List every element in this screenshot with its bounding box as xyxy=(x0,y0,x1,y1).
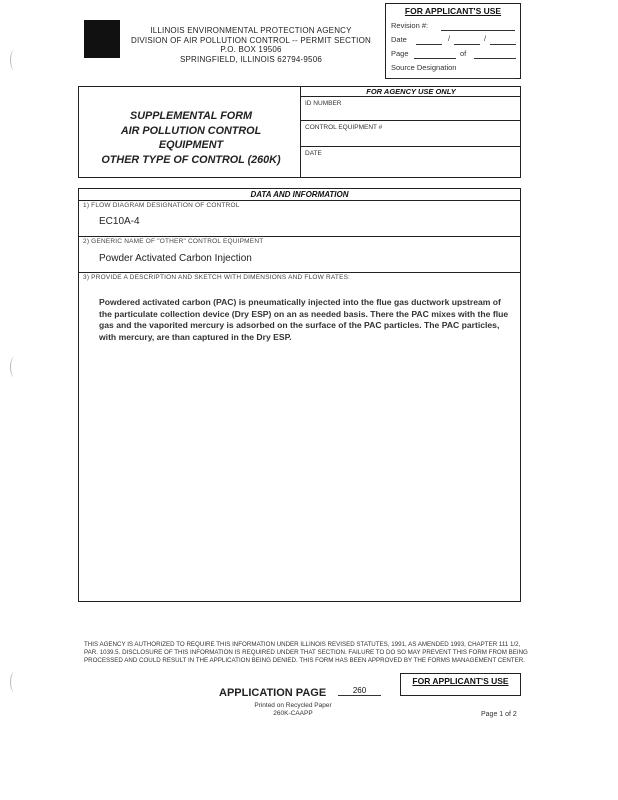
data-information-header: DATA AND INFORMATION xyxy=(79,189,520,201)
date-label: Date xyxy=(391,35,407,44)
form-title-line: OTHER TYPE OF CONTROL (260K) xyxy=(101,153,281,166)
form-title-line: AIR POLLUTION CONTROL xyxy=(120,124,262,137)
revision-field[interactable] xyxy=(441,30,515,31)
answer-flow-diagram[interactable]: EC10A-4 xyxy=(99,216,140,227)
divider xyxy=(301,120,521,121)
answer-generic-name[interactable]: Powder Activated Carbon Injection xyxy=(99,253,252,264)
source-designation-label: Source Designation xyxy=(391,63,457,72)
divider xyxy=(79,236,520,237)
control-equipment-label: CONTROL EQUIPMENT # xyxy=(305,124,383,131)
page-count: Page 1 of 2 xyxy=(481,711,517,718)
page-total-field[interactable] xyxy=(474,58,516,59)
date-day-field[interactable] xyxy=(454,44,480,45)
data-information-box xyxy=(78,188,521,602)
application-page-number: 260 xyxy=(338,686,381,696)
date-separator: / xyxy=(484,34,487,43)
page-of-label: of xyxy=(460,49,467,58)
question-description: 3) PROVIDE A DESCRIPTION AND SKETCH WITH DIMENSIONS AND FLOW RATES: xyxy=(83,274,351,281)
form-title-line: EQUIPMENT xyxy=(158,139,224,151)
source-designation-field[interactable] xyxy=(391,78,515,79)
agency-logo-block xyxy=(84,20,120,58)
punch-hole-mark xyxy=(10,50,19,70)
legal-disclaimer: THIS AGENCY IS AUTHORIZED TO REQUIRE THIS INFORMATION UNDER ILLINOIS REVISED STATUTES, 1991, AS AMENDED 1993, CHAPTER 111 1/2, PAR. 1039.5. DISCLOSURE OF THIS INFORMATION IS REQUIRED UNDER THAT SECTION. FAILURE TO DO SO MAY PREVENT THIS FORM FROM BEING PROCESSED AND COULD RESULT IN THE APPLICATION BEING DENIED. THIS FORM HAS BEEN APPROVED BY THE FORMS MANAGEMENT CENTER. xyxy=(84,641,528,664)
revision-label: Revision #: xyxy=(391,21,429,30)
divider xyxy=(301,146,521,147)
divider xyxy=(79,272,520,273)
form-header-box xyxy=(78,86,521,178)
agency-use-header: FOR AGENCY USE ONLY xyxy=(301,87,521,97)
agency-date-label: DATE xyxy=(305,150,322,157)
answer-description[interactable]: Powdered activated carbon (PAC) is pneumatically injected into the flue gas ductwork upstream of the particulate collection device (Dry ESP) on an as needed basis. There the PAC mixes with the flue gas and the vaporited mercury is adsorbed on the surface of the PAC particles. The PAC particles, with mercury, are than captured in the Dry ESP. xyxy=(99,297,509,342)
applicant-use-header: FOR APPLICANT'S USE xyxy=(412,676,509,686)
id-number-label: ID NUMBER xyxy=(305,100,342,107)
form-title-line: SUPPLEMENTAL FORM xyxy=(130,110,252,122)
date-month-field[interactable] xyxy=(416,44,442,45)
printed-note xyxy=(243,702,343,718)
punch-hole-mark xyxy=(10,672,19,692)
agency-division: DIVISION OF AIR POLLUTION CONTROL -- PERMIT SECTION xyxy=(130,35,371,45)
question-generic-name: 2) GENERIC NAME OF "OTHER" CONTROL EQUIPMENT xyxy=(83,238,264,245)
recycled-paper-note: Printed on Recycled Paper xyxy=(254,702,332,709)
applicant-use-box-top xyxy=(385,3,521,79)
question-flow-diagram: 1) FLOW DIAGRAM DESIGNATION OF CONTROL xyxy=(83,202,240,209)
form-title xyxy=(85,109,297,167)
date-year-field[interactable] xyxy=(490,44,516,45)
agency-city: SPRINGFIELD, ILLINOIS 62794-9506 xyxy=(179,54,323,64)
divider xyxy=(300,87,301,178)
form-code: 260K-CAAPP xyxy=(273,710,313,717)
page-number-field[interactable] xyxy=(414,58,456,59)
agency-name: ILLINOIS ENVIRONMENTAL PROTECTION AGENCY xyxy=(150,26,352,35)
agency-po-box: P.O. BOX 19506 xyxy=(220,45,282,54)
page-label: Page xyxy=(391,49,409,58)
punch-hole-mark xyxy=(10,357,19,377)
agency-address xyxy=(120,26,382,64)
applicant-use-header: FOR APPLICANT'S USE xyxy=(404,6,502,16)
application-page-label: APPLICATION PAGE xyxy=(219,687,327,699)
date-separator: / xyxy=(448,34,451,43)
applicant-use-box-bottom xyxy=(400,673,521,696)
